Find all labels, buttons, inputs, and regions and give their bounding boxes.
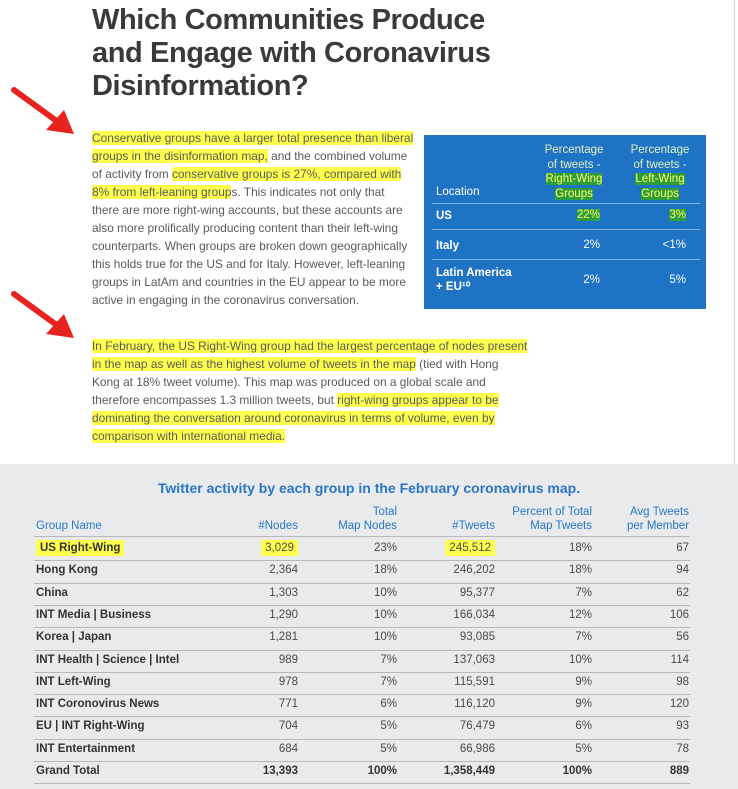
cell-pct-tweets: 12% [568,608,592,621]
cell-group: INT Coronovirus News [36,698,160,711]
divider [432,203,700,204]
highlighted-text: dominating the conversation around coronavirus in terms of volume, even by [92,411,495,425]
header-left-wing-pct [616,143,704,201]
cell-nodes: 1,290 [269,608,298,621]
cell-nodes: 989 [278,653,298,666]
cell-pct-tweets: 7% [575,631,592,644]
row-divider [34,783,690,784]
cell-pct-tweets: 18% [568,564,592,577]
cell-avg: 62 [676,586,689,599]
latam-left-wing-value: 5% [669,274,686,286]
header-percent-map-tweets [512,505,592,533]
text-segment: s. This indicates not only that [231,185,385,199]
title-line: Which Communities Produce [92,4,485,36]
highlighted-text: Conservative groups have a larger total presence than liberal [92,131,414,145]
highlighted-text: right-wing groups appear to be [337,393,499,407]
cell-total-nodes: 18% [373,564,397,577]
cell-pct-tweets: 10% [568,653,592,666]
table-row [0,672,738,694]
red-arrow-icon [8,290,78,342]
header-line: Map Tweets [530,520,592,532]
divider [432,229,700,230]
text-segment: and the combined volume [267,149,408,163]
paragraph-line [92,237,422,255]
us-left-wing-value: 3% [669,209,686,221]
highlighted-value: 245,512 [445,540,495,556]
highlighted-text: In February, the US Right-Wing group had the largest percentage of nodes present [92,339,528,353]
header-line: Total [372,506,397,518]
paragraph-line [92,147,422,165]
cell-total-nodes: 10% [373,608,397,621]
header-line-highlight: Groups [641,187,679,200]
table-title: Twitter activity by each group in the February coronavirus map. [157,480,581,496]
cell-total-nodes: 7% [380,653,397,666]
cell-tweets: 137,063 [453,653,495,666]
cell-pct-tweets: 5% [575,742,592,755]
table-row [0,650,738,672]
location-name: US [436,210,452,222]
cell-nodes [261,542,298,554]
latam-right-wing-value: 2% [583,274,600,286]
paragraph-line [92,273,422,291]
highlighted-text: 8% from left-leaning group [92,185,232,199]
cell-tweets: 93,085 [459,631,495,644]
cell-nodes: 771 [278,698,298,711]
italy-left-wing-value: <1% [662,239,686,251]
text-segment: there are more right-wing accounts, but these accounts are [92,203,403,217]
paragraph-line [92,183,422,201]
location-name: Italy [436,240,460,252]
table-row [0,627,738,649]
cell-group: Grand Total [36,765,100,777]
cell-nodes: 704 [278,720,298,733]
cell-tweets: 1,358,449 [443,765,495,777]
cell-avg: 98 [676,675,689,688]
paragraph-line [92,255,422,273]
paragraph-line [92,337,532,355]
cell-total-nodes: 7% [380,675,397,688]
paragraph-line [92,373,532,391]
table-row [0,694,738,716]
paragraph-conservative-presence [92,129,422,309]
cell-total-nodes: 6% [380,698,397,711]
paragraph-line [92,355,532,373]
header-line: of tweets - [547,158,601,171]
cell-pct-tweets: 100% [562,765,592,777]
text-segment: therefore encompasses 1.3 million tweets, but [92,393,338,407]
cell-avg: 114 [670,653,689,666]
us-right-wing-value: 22% [576,209,600,221]
cell-nodes: 1,281 [269,631,298,644]
text-segment: Kong at 18% tweet volume). This map was produced on a global scale and [92,375,486,389]
table-row [0,605,738,627]
location-us [436,209,452,223]
header-avg-tweets [627,505,689,533]
page-title [92,4,512,103]
paragraph-line [92,391,532,409]
cell-total-nodes: 100% [367,765,397,777]
cell-group: Korea | Japan [36,631,112,644]
cell-tweets: 116,120 [454,698,495,711]
cell-group: EU | INT Right-Wing [36,720,145,733]
cell-group: INT Media | Business [36,608,152,621]
cell-pct-tweets: 6% [575,720,592,733]
cell-nodes: 978 [278,675,298,688]
cell-tweets [445,542,495,554]
cell-nodes: 2,364 [269,564,298,577]
location-header: Location [436,186,480,198]
header-divider [34,536,690,537]
red-arrow-icon [8,86,78,138]
cell-group: INT Health | Science | Intel [36,653,180,666]
cell-tweets: 66,986 [459,742,495,755]
cell-tweets: 246,202 [453,564,495,577]
cell-group [36,542,124,554]
header-right-wing-pct [528,143,620,201]
paragraph-line [92,219,422,237]
cell-pct-tweets: 7% [575,586,592,599]
location-latam-eu [436,266,512,294]
cell-avg: 120 [669,698,689,711]
header-line: of tweets - [633,158,687,171]
cell-nodes: 684 [278,742,298,755]
header-group-name: Group Name [36,520,102,532]
text-segment: of activity from [92,167,172,181]
header-line: Percentage [544,144,604,156]
paragraph-line [92,129,422,147]
table-row [0,716,738,738]
cell-pct-tweets: 9% [575,675,592,688]
cell-nodes: 13,393 [262,765,298,777]
header-line-highlight: Groups [555,187,593,200]
header-nodes: #Nodes [258,520,298,532]
cell-total-nodes: 5% [380,720,397,733]
cell-avg: 67 [676,542,689,554]
table-row [0,560,738,582]
paragraph-line [92,409,532,427]
text-segment: this holds true for the US and for Italy. However, left-leaning [92,257,406,271]
cell-tweets: 76,479 [459,720,495,733]
header-total-map-nodes [338,505,397,533]
highlighted-text: comparison with international media. [92,429,285,443]
paragraph-line [92,165,422,183]
cell-avg: 94 [676,564,689,577]
cell-total-nodes: 5% [380,742,397,755]
location-italy [436,239,459,253]
cell-group: INT Left-Wing [36,675,111,688]
header-line-highlight: Left-Wing [635,173,685,185]
cell-group: Hong Kong [36,564,98,577]
paragraph-line [92,291,422,309]
italy-right-wing-value: 2% [583,239,600,251]
header-line: Percentage [630,144,690,156]
table-row [0,739,738,761]
cell-avg: 889 [669,765,689,777]
header-line: per Member [627,520,689,532]
header-line-highlight: Right-Wing [545,173,603,185]
cell-avg: 56 [676,631,689,644]
cell-tweets: 95,377 [459,586,495,599]
cell-total-nodes: 10% [373,586,397,599]
paragraph-line [92,201,422,219]
header-line: Map Nodes [338,520,397,532]
title-line: Disinformation? [92,70,309,102]
location-name: + EU¹⁰ [436,281,471,293]
cell-nodes: 1,303 [269,586,298,599]
table-total-row [0,761,738,783]
table-row [0,538,738,560]
cell-avg: 93 [676,720,689,733]
header-tweets: #Tweets [452,520,495,532]
divider [432,259,700,260]
page-right-rule [734,0,735,470]
text-segment: groups in LatAm and countries in the EU appear to be more [92,275,406,289]
header-line: Percent of Total [512,506,592,518]
text-segment: (tied with Hong [415,357,499,371]
text-segment: also more prolifically producing content than their left-wing [92,221,399,235]
text-segment: active in engaging in the coronavirus conversation. [92,293,360,307]
title-line: and Engage with Coronavirus [92,37,491,69]
highlighted-text: in the map as well as the highest volume of tweets in the map [92,357,416,371]
highlighted-value: 3,029 [261,540,298,556]
paragraph-line [92,427,532,445]
cell-avg: 78 [676,742,689,755]
cell-group: INT Entertainment [36,742,136,755]
header-line: Avg Tweets [629,506,689,518]
cell-tweets: 166,034 [453,608,495,621]
cell-total-nodes: 10% [373,631,397,644]
cell-group: China [36,586,68,599]
percentage-tweets-box [424,135,706,309]
cell-pct-tweets: 9% [575,698,592,711]
text-segment: counterparts. When groups are broken down geographically [92,239,408,253]
highlighted-text: groups in the disinformation map, [92,149,268,163]
cell-avg: 106 [669,608,689,621]
highlighted-value: US Right-Wing [36,540,124,556]
cell-tweets: 115,591 [454,675,495,688]
cell-total-nodes: 23% [373,542,397,554]
cell-pct-tweets: 18% [568,542,592,554]
location-name: Latin America [436,267,512,279]
highlighted-text: conservative groups is 27%, compared with [171,167,402,181]
table-row [0,583,738,605]
paragraph-february-us-right-wing [92,337,532,445]
